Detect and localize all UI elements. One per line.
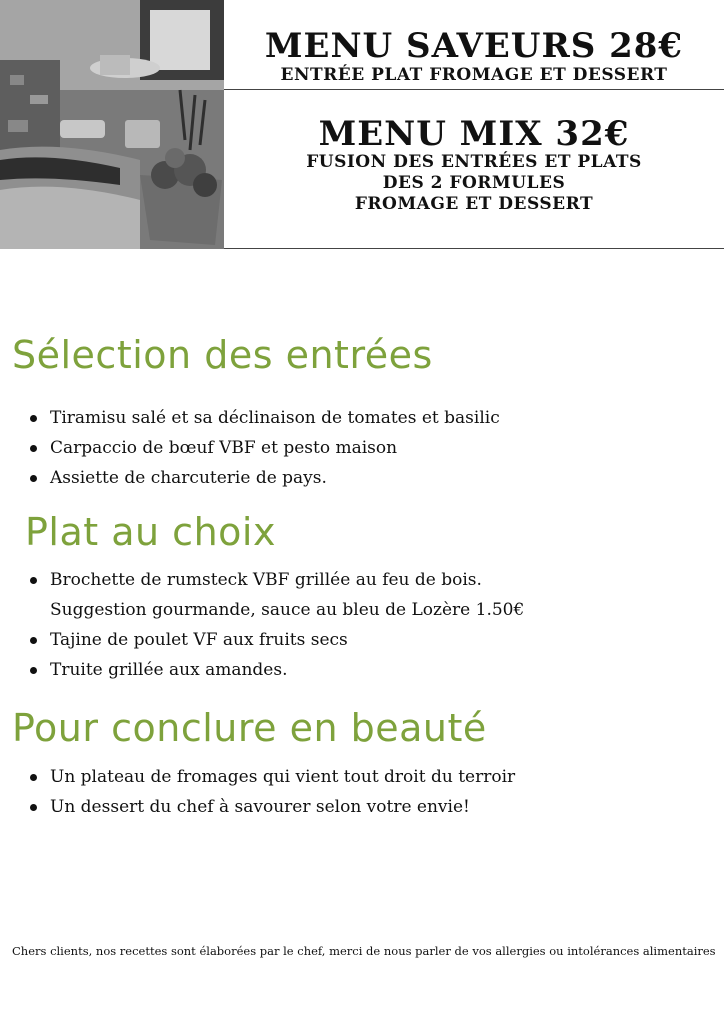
- conclure-list: [28, 762, 515, 822]
- list-item: [28, 565, 524, 625]
- menu-mix-subtitle-line: FROMAGE ET DESSERT: [354, 194, 594, 214]
- menu-saveurs-title: MENU SAVEURS 28€: [264, 26, 684, 66]
- list-item: Tajine de poulet VF aux fruits secs: [28, 625, 524, 655]
- menu-mix-subtitle: [224, 152, 724, 215]
- list-item-line: Brochette de rumsteck VBF grillée au feu de bois.: [50, 570, 482, 590]
- menu-mix-subtitle-line: FUSION DES ENTRÉES ET PLATS: [306, 152, 642, 172]
- list-item: Un dessert du chef à savourer selon votre envie!: [28, 792, 515, 822]
- section-title-plats: Plat au choix: [25, 510, 276, 554]
- section-title-conclure: Pour conclure en beauté: [12, 706, 487, 750]
- list-item: Assiette de charcuterie de pays.: [28, 463, 500, 493]
- list-item-suggestion: Suggestion gourmande, sauce au bleu de Lozère 1.50€: [50, 600, 525, 620]
- menu-mix-subtitle-line: DES 2 FORMULES: [382, 173, 566, 193]
- list-item: Carpaccio de bœuf VBF et pesto maison: [28, 433, 500, 463]
- allergy-note: Chers clients, nos recettes sont élaborées par le chef, merci de nous parler de vos allergies ou intolérances alimentaires: [12, 944, 716, 958]
- menu-saveurs-subtitle: ENTRÉE PLAT FROMAGE ET DESSERT: [280, 65, 668, 85]
- entrees-list: [28, 403, 500, 493]
- header-divider-bottom: [224, 248, 724, 249]
- header-divider-top: [224, 89, 724, 90]
- plats-list: [28, 565, 524, 685]
- section-title-entrees: Sélection des entrées: [12, 333, 433, 377]
- menu-mix-title: MENU MIX 32€: [318, 114, 630, 154]
- list-item: Truite grillée aux amandes.: [28, 655, 524, 685]
- header-photo: [0, 0, 224, 249]
- garden-photo-illustration: [0, 0, 224, 249]
- list-item: Un plateau de fromages qui vient tout droit du terroir: [28, 762, 515, 792]
- list-item: Tiramisu salé et sa déclinaison de tomates et basilic: [28, 403, 500, 433]
